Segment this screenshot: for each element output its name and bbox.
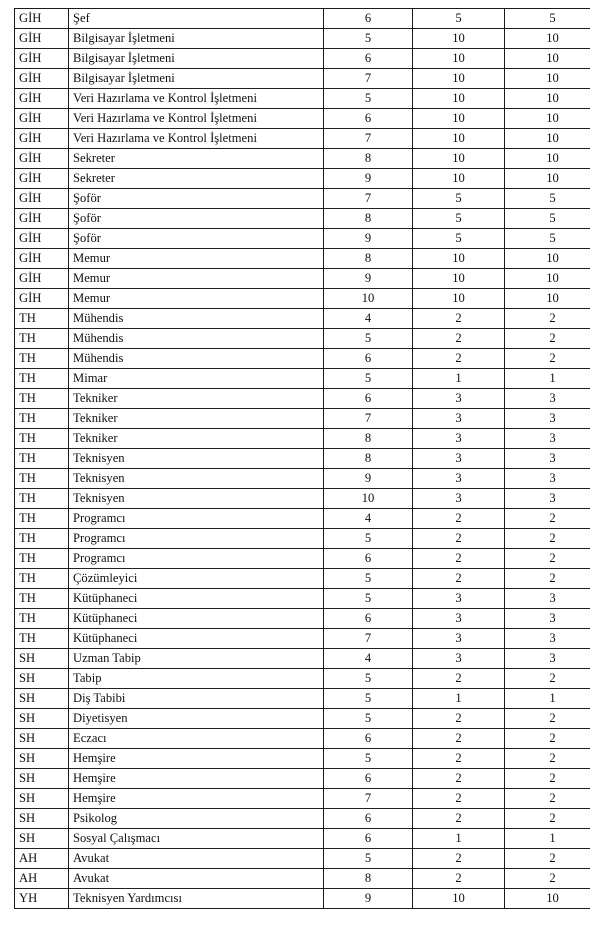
position-title-cell: Bilgisayar İşletmeni [69,29,324,49]
table-row [15,849,590,869]
position-title-cell: Veri Hazırlama ve Kontrol İşletmeni [69,109,324,129]
count-cell-1: 2 [413,329,505,349]
table-row [15,9,590,29]
table-row [15,729,590,749]
count-cell-1: 2 [413,789,505,809]
count-cell-2: 1 [505,369,590,389]
position-title-cell: Hemşire [69,749,324,769]
service-class-cell: GİH [15,29,69,49]
count-cell-1: 2 [413,809,505,829]
count-cell-1: 3 [413,609,505,629]
table-row [15,269,590,289]
staff-positions-document [14,8,570,909]
count-cell-2: 2 [505,669,590,689]
table-row [15,249,590,269]
table-row [15,109,590,129]
service-class-cell: SH [15,789,69,809]
count-cell-2: 2 [505,709,590,729]
count-cell-1: 2 [413,349,505,369]
count-cell-1: 2 [413,569,505,589]
position-title-cell: Hemşire [69,769,324,789]
service-class-cell: GİH [15,9,69,29]
table-row [15,689,590,709]
count-cell-1: 2 [413,669,505,689]
position-title-cell: Diş Tabibi [69,689,324,709]
count-cell-2: 3 [505,649,590,669]
service-class-cell: GİH [15,49,69,69]
grade-cell: 6 [324,49,413,69]
table-body [15,9,590,909]
count-cell-1: 2 [413,529,505,549]
service-class-cell: TH [15,469,69,489]
position-title-cell: Çözümleyici [69,569,324,589]
grade-cell: 6 [324,349,413,369]
count-cell-2: 2 [505,849,590,869]
service-class-cell: TH [15,349,69,369]
position-title-cell: Kütüphaneci [69,629,324,649]
count-cell-2: 10 [505,89,590,109]
service-class-cell: TH [15,309,69,329]
table-row [15,349,590,369]
position-title-cell: Sosyal Çalışmacı [69,829,324,849]
table-row [15,629,590,649]
service-class-cell: SH [15,669,69,689]
table-row [15,809,590,829]
grade-cell: 4 [324,649,413,669]
position-title-cell: Tekniker [69,429,324,449]
grade-cell: 6 [324,809,413,829]
table-row [15,509,590,529]
position-title-cell: Teknisyen Yardımcısı [69,889,324,909]
position-title-cell: Tekniker [69,409,324,429]
count-cell-2: 5 [505,9,590,29]
count-cell-2: 3 [505,489,590,509]
service-class-cell: TH [15,389,69,409]
service-class-cell: TH [15,429,69,449]
grade-cell: 6 [324,549,413,569]
table-row [15,29,590,49]
table-row [15,889,590,909]
grade-cell: 5 [324,709,413,729]
service-class-cell: TH [15,629,69,649]
position-title-cell: Diyetisyen [69,709,324,729]
position-title-cell: Uzman Tabip [69,649,324,669]
service-class-cell: TH [15,489,69,509]
service-class-cell: TH [15,609,69,629]
grade-cell: 4 [324,509,413,529]
count-cell-1: 5 [413,229,505,249]
service-class-cell: GİH [15,289,69,309]
service-class-cell: YH [15,889,69,909]
service-class-cell: GİH [15,249,69,269]
count-cell-1: 10 [413,129,505,149]
count-cell-2: 10 [505,169,590,189]
count-cell-1: 3 [413,589,505,609]
service-class-cell: TH [15,589,69,609]
service-class-cell: GİH [15,69,69,89]
count-cell-2: 3 [505,429,590,449]
count-cell-1: 2 [413,729,505,749]
count-cell-2: 10 [505,889,590,909]
service-class-cell: GİH [15,189,69,209]
grade-cell: 7 [324,409,413,429]
grade-cell: 6 [324,109,413,129]
service-class-cell: SH [15,729,69,749]
service-class-cell: GİH [15,229,69,249]
table-row [15,409,590,429]
table-row [15,189,590,209]
table-row [15,369,590,389]
count-cell-1: 5 [413,209,505,229]
grade-cell: 7 [324,69,413,89]
position-title-cell: Hemşire [69,789,324,809]
count-cell-2: 2 [505,549,590,569]
count-cell-2: 2 [505,509,590,529]
count-cell-2: 2 [505,809,590,829]
position-title-cell: Bilgisayar İşletmeni [69,49,324,69]
count-cell-1: 1 [413,369,505,389]
position-title-cell: Psikolog [69,809,324,829]
position-title-cell: Veri Hazırlama ve Kontrol İşletmeni [69,89,324,109]
count-cell-2: 3 [505,469,590,489]
count-cell-2: 10 [505,269,590,289]
table-row [15,649,590,669]
count-cell-2: 3 [505,589,590,609]
count-cell-1: 10 [413,29,505,49]
position-title-cell: Teknisyen [69,449,324,469]
service-class-cell: SH [15,709,69,729]
position-title-cell: Mühendis [69,309,324,329]
grade-cell: 10 [324,489,413,509]
position-title-cell: Mühendis [69,329,324,349]
count-cell-1: 3 [413,429,505,449]
service-class-cell: GİH [15,149,69,169]
position-title-cell: Tekniker [69,389,324,409]
service-class-cell: GİH [15,269,69,289]
table-row [15,789,590,809]
count-cell-2: 10 [505,289,590,309]
count-cell-2: 10 [505,249,590,269]
grade-cell: 9 [324,469,413,489]
grade-cell: 5 [324,329,413,349]
grade-cell: 8 [324,869,413,889]
table-row [15,49,590,69]
count-cell-1: 2 [413,749,505,769]
count-cell-2: 3 [505,629,590,649]
grade-cell: 8 [324,209,413,229]
count-cell-1: 10 [413,69,505,89]
table-row [15,89,590,109]
count-cell-2: 2 [505,769,590,789]
position-title-cell: Teknisyen [69,469,324,489]
count-cell-2: 2 [505,329,590,349]
grade-cell: 6 [324,769,413,789]
position-title-cell: Kütüphaneci [69,589,324,609]
count-cell-1: 2 [413,309,505,329]
count-cell-1: 2 [413,869,505,889]
table-row [15,329,590,349]
table-row [15,829,590,849]
position-title-cell: Programcı [69,509,324,529]
grade-cell: 5 [324,29,413,49]
service-class-cell: SH [15,749,69,769]
count-cell-2: 2 [505,309,590,329]
table-row [15,129,590,149]
count-cell-2: 3 [505,389,590,409]
count-cell-2: 1 [505,829,590,849]
count-cell-2: 2 [505,349,590,369]
count-cell-1: 2 [413,849,505,869]
count-cell-1: 10 [413,169,505,189]
position-title-cell: Kütüphaneci [69,609,324,629]
grade-cell: 5 [324,569,413,589]
count-cell-2: 5 [505,209,590,229]
position-title-cell: Veri Hazırlama ve Kontrol İşletmeni [69,129,324,149]
grade-cell: 5 [324,749,413,769]
grade-cell: 6 [324,9,413,29]
grade-cell: 9 [324,269,413,289]
position-title-cell: Sekreter [69,149,324,169]
service-class-cell: GİH [15,209,69,229]
grade-cell: 7 [324,189,413,209]
service-class-cell: TH [15,569,69,589]
count-cell-1: 3 [413,649,505,669]
count-cell-1: 3 [413,449,505,469]
position-title-cell: Şoför [69,229,324,249]
service-class-cell: GİH [15,129,69,149]
grade-cell: 8 [324,149,413,169]
table-row [15,549,590,569]
grade-cell: 7 [324,629,413,649]
table-row [15,449,590,469]
count-cell-1: 2 [413,549,505,569]
grade-cell: 6 [324,609,413,629]
count-cell-1: 10 [413,889,505,909]
count-cell-1: 1 [413,689,505,709]
count-cell-2: 10 [505,69,590,89]
position-title-cell: Avukat [69,869,324,889]
grade-cell: 8 [324,249,413,269]
grade-cell: 10 [324,289,413,309]
position-title-cell: Mimar [69,369,324,389]
count-cell-1: 10 [413,49,505,69]
table-row [15,709,590,729]
table-row [15,389,590,409]
table-row [15,589,590,609]
count-cell-2: 1 [505,689,590,709]
grade-cell: 5 [324,689,413,709]
service-class-cell: GİH [15,109,69,129]
table-row [15,609,590,629]
grade-cell: 5 [324,89,413,109]
position-title-cell: Memur [69,289,324,309]
count-cell-2: 2 [505,569,590,589]
count-cell-1: 3 [413,469,505,489]
service-class-cell: TH [15,529,69,549]
grade-cell: 5 [324,369,413,389]
service-class-cell: GİH [15,169,69,189]
service-class-cell: TH [15,409,69,429]
table-row [15,69,590,89]
count-cell-2: 2 [505,729,590,749]
count-cell-2: 10 [505,109,590,129]
position-title-cell: Memur [69,269,324,289]
table-row [15,669,590,689]
grade-cell: 9 [324,169,413,189]
grade-cell: 4 [324,309,413,329]
count-cell-2: 10 [505,49,590,69]
position-title-cell: Programcı [69,529,324,549]
table-row [15,869,590,889]
grade-cell: 5 [324,589,413,609]
position-title-cell: Tabip [69,669,324,689]
service-class-cell: SH [15,649,69,669]
count-cell-1: 3 [413,409,505,429]
count-cell-1: 2 [413,769,505,789]
grade-cell: 8 [324,449,413,469]
count-cell-2: 2 [505,529,590,549]
count-cell-1: 10 [413,249,505,269]
count-cell-1: 3 [413,489,505,509]
count-cell-2: 10 [505,29,590,49]
service-class-cell: TH [15,509,69,529]
staff-positions-table [14,8,590,909]
count-cell-1: 3 [413,389,505,409]
count-cell-1: 10 [413,289,505,309]
count-cell-1: 10 [413,89,505,109]
position-title-cell: Şef [69,9,324,29]
position-title-cell: Teknisyen [69,489,324,509]
table-row [15,289,590,309]
grade-cell: 6 [324,829,413,849]
table-row [15,149,590,169]
position-title-cell: Bilgisayar İşletmeni [69,69,324,89]
service-class-cell: AH [15,849,69,869]
table-row [15,429,590,449]
table-row [15,309,590,329]
count-cell-1: 10 [413,269,505,289]
grade-cell: 5 [324,849,413,869]
position-title-cell: Şoför [69,189,324,209]
grade-cell: 9 [324,889,413,909]
position-title-cell: Eczacı [69,729,324,749]
count-cell-2: 3 [505,409,590,429]
position-title-cell: Mühendis [69,349,324,369]
service-class-cell: GİH [15,89,69,109]
service-class-cell: SH [15,689,69,709]
table-row [15,749,590,769]
table-row [15,209,590,229]
service-class-cell: TH [15,549,69,569]
position-title-cell: Avukat [69,849,324,869]
count-cell-2: 10 [505,149,590,169]
count-cell-1: 2 [413,709,505,729]
grade-cell: 6 [324,389,413,409]
count-cell-2: 3 [505,609,590,629]
count-cell-1: 10 [413,109,505,129]
service-class-cell: TH [15,449,69,469]
count-cell-1: 5 [413,189,505,209]
count-cell-2: 2 [505,869,590,889]
table-row [15,769,590,789]
grade-cell: 6 [324,729,413,749]
table-row [15,529,590,549]
table-row [15,569,590,589]
count-cell-2: 2 [505,749,590,769]
table-row [15,169,590,189]
service-class-cell: SH [15,769,69,789]
count-cell-2: 5 [505,189,590,209]
count-cell-2: 2 [505,789,590,809]
service-class-cell: TH [15,369,69,389]
count-cell-1: 2 [413,509,505,529]
count-cell-1: 3 [413,629,505,649]
count-cell-2: 3 [505,449,590,469]
count-cell-2: 5 [505,229,590,249]
count-cell-1: 5 [413,9,505,29]
service-class-cell: SH [15,809,69,829]
grade-cell: 7 [324,129,413,149]
count-cell-2: 10 [505,129,590,149]
service-class-cell: AH [15,869,69,889]
position-title-cell: Şoför [69,209,324,229]
position-title-cell: Sekreter [69,169,324,189]
grade-cell: 8 [324,429,413,449]
count-cell-1: 10 [413,149,505,169]
table-row [15,469,590,489]
table-row [15,229,590,249]
position-title-cell: Programcı [69,549,324,569]
table-row [15,489,590,509]
grade-cell: 9 [324,229,413,249]
grade-cell: 7 [324,789,413,809]
service-class-cell: SH [15,829,69,849]
service-class-cell: TH [15,329,69,349]
position-title-cell: Memur [69,249,324,269]
grade-cell: 5 [324,669,413,689]
count-cell-1: 1 [413,829,505,849]
grade-cell: 5 [324,529,413,549]
